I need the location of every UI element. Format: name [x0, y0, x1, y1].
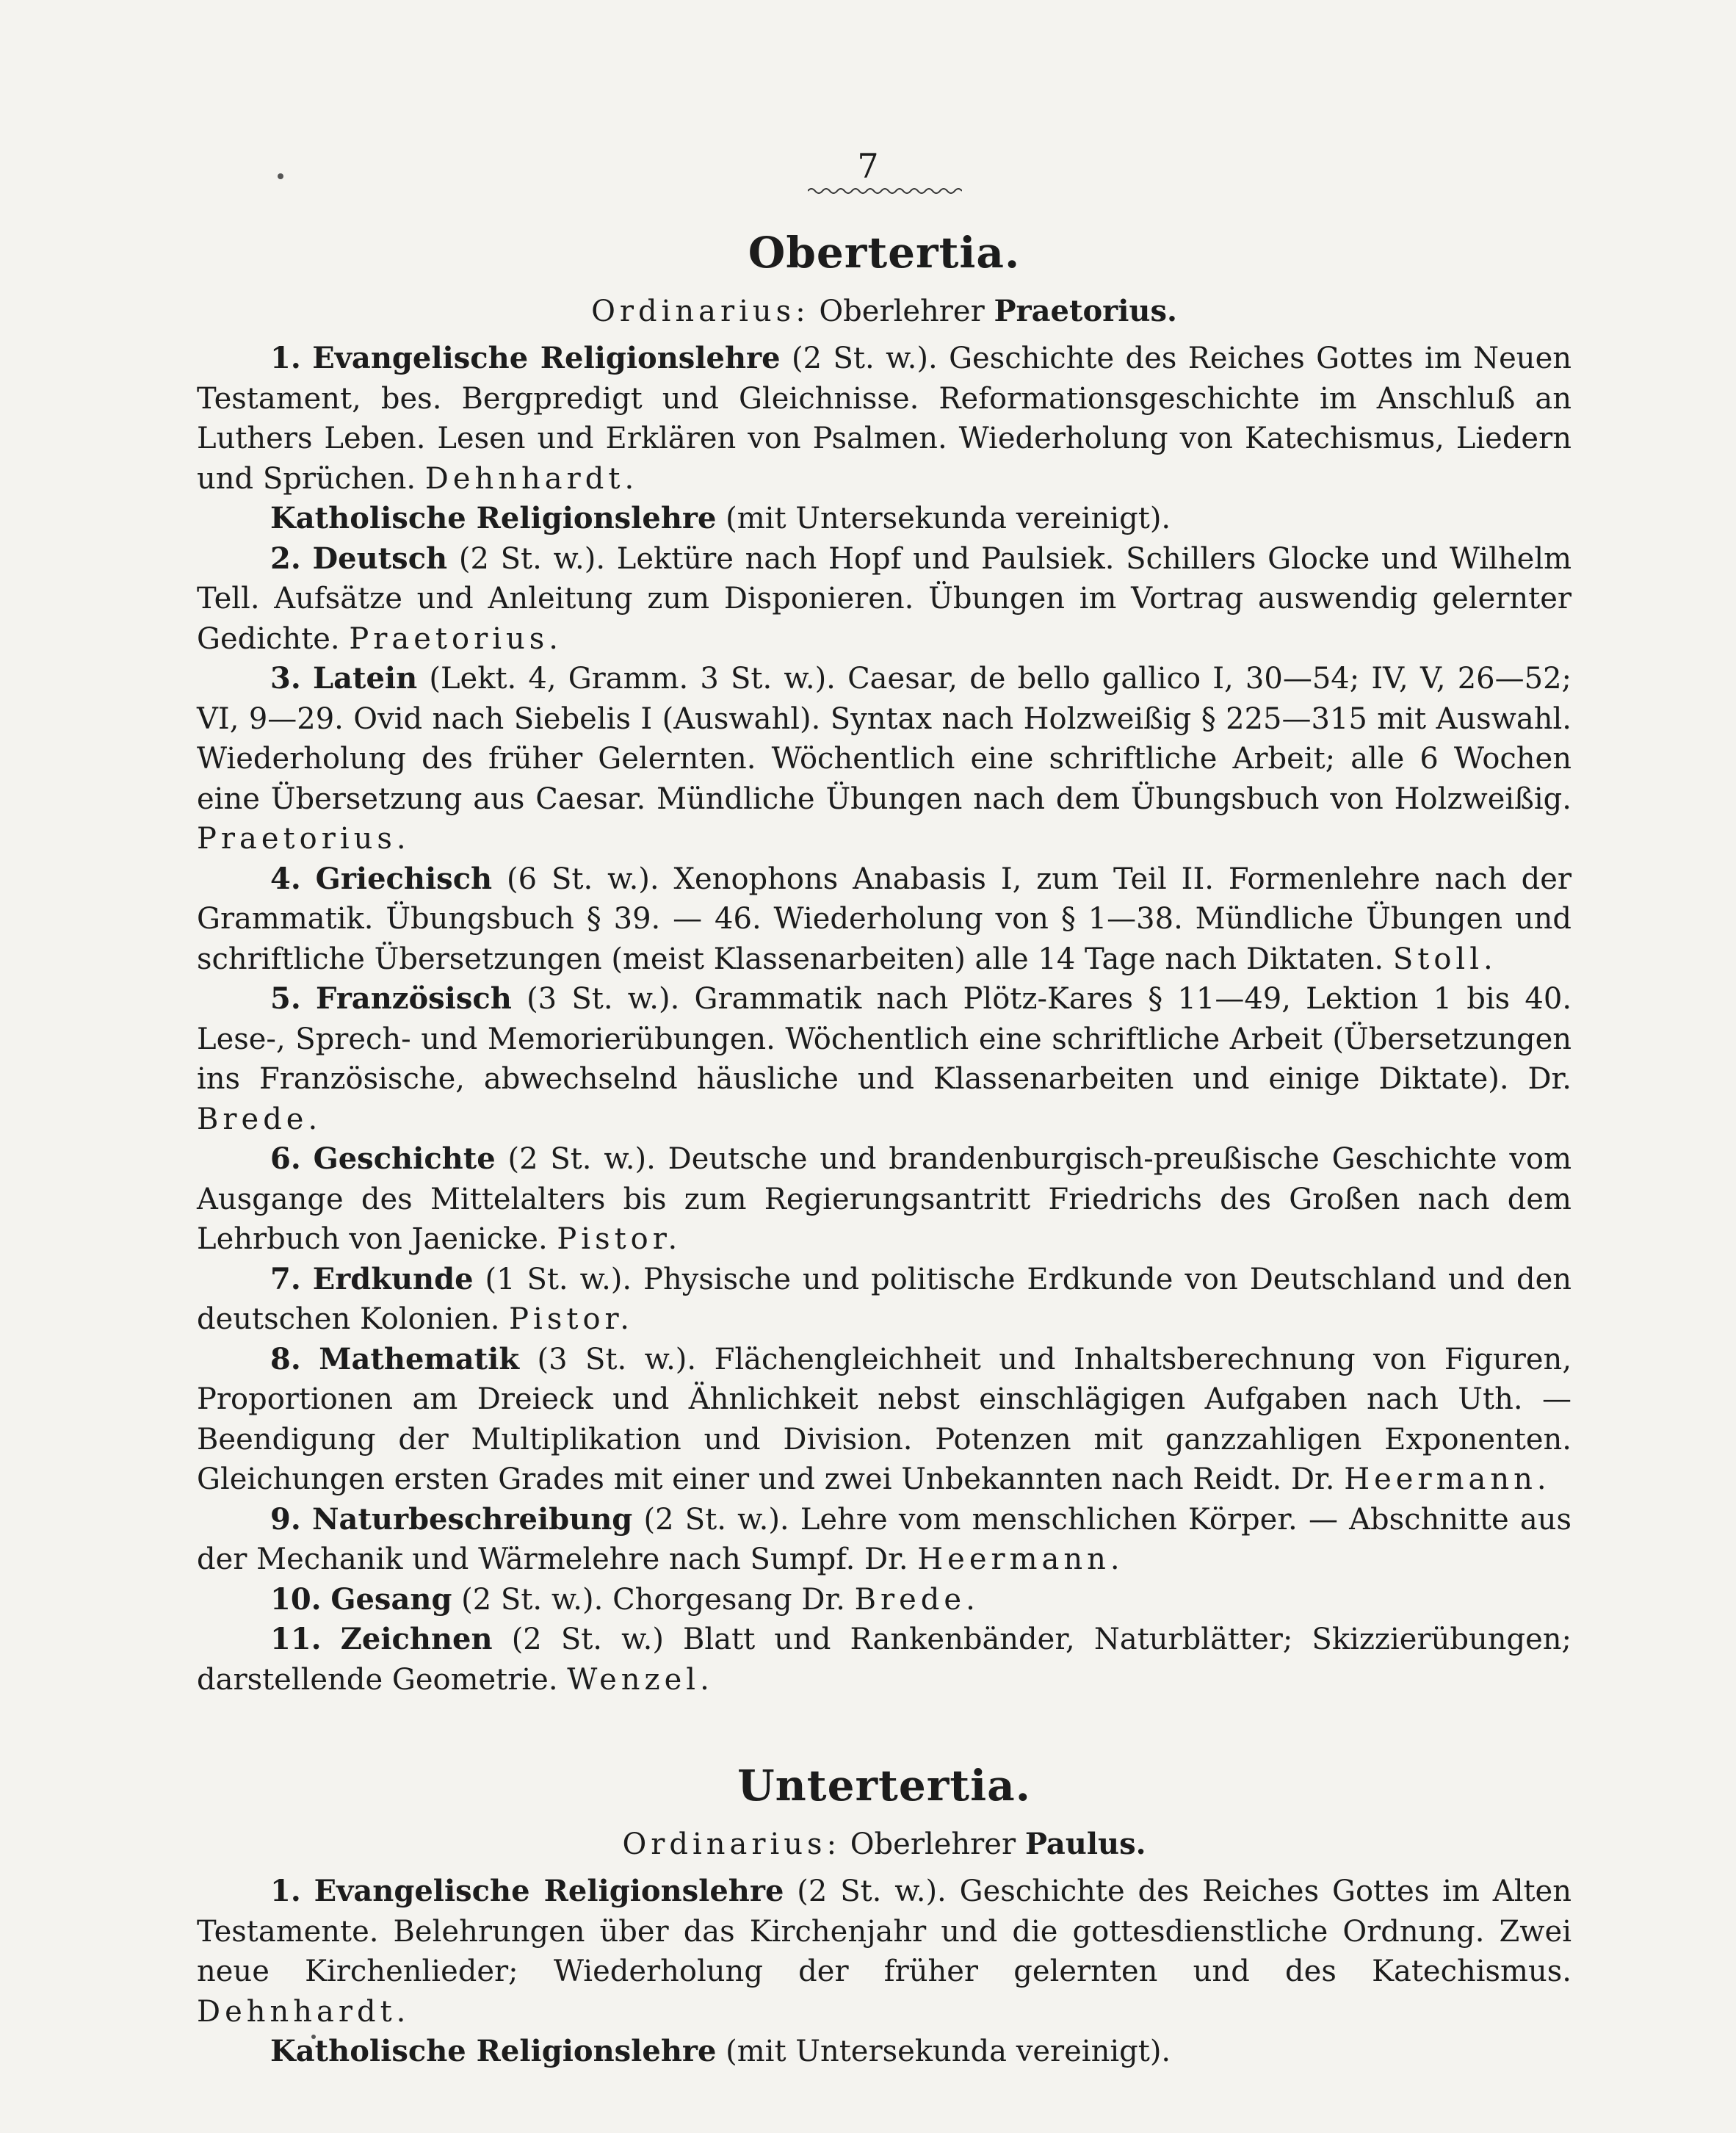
ordinarius-line	[197, 1825, 1572, 1864]
ordinarius-prefix: Oberlehrer	[819, 295, 985, 328]
subject-teacher: Heermann.	[1344, 1462, 1551, 1496]
subject-teacher: Wenzel.	[567, 1662, 714, 1697]
subject-name: Latein	[312, 661, 418, 696]
subject-text: Chorgesang Dr.	[612, 1582, 845, 1617]
section-spacer	[197, 1700, 1572, 1757]
subject-hours: (2 St. w.).	[507, 1142, 656, 1176]
subject-name: Französisch	[316, 981, 512, 1016]
subject-name: Erdkunde	[312, 1261, 474, 1296]
subject-item	[197, 1340, 1572, 1500]
subject-text: Xenophons Anabasis I, zum Teil II. Formenlehre nach der Grammatik. Übungsbuch § 39. — 46. Wiederholung von § 1—38. Mündliche Übungen und schriftliche Übersetzungen (meist Klassenarbeiten) alle 14 Tage nach Diktaten.	[197, 862, 1572, 976]
subject-teacher: Brede.	[197, 1102, 322, 1136]
subject-item	[197, 659, 1572, 859]
subject-name: Naturbeschreibung	[311, 1501, 633, 1537]
subject-number: 1.	[270, 1874, 301, 1908]
subject-number: 3.	[270, 661, 301, 696]
subject-hours: (Lekt. 4, Gramm. 3 St. w.).	[429, 662, 836, 696]
subject-hours: (6 St. w.).	[507, 862, 659, 896]
subject-name: Katholische Religionslehre	[270, 501, 717, 535]
page-number: 7	[857, 146, 879, 186]
ordinarius-name: Paulus.	[1024, 1827, 1146, 1861]
subject-item	[197, 499, 1572, 539]
subject-number: 9.	[270, 1501, 301, 1537]
section-untertertia	[197, 1757, 1572, 2072]
subject-hours: (2 St. w.).	[792, 342, 938, 375]
subject-teacher: Praetorius.	[349, 621, 563, 656]
subject-item	[197, 1620, 1572, 1700]
subject-text: Blatt und Rankenbänder, Naturblätter; Skizzierübungen; darstellende Geometrie.	[197, 1623, 1572, 1697]
stray-mark	[278, 173, 283, 179]
subject-name: Griechisch	[315, 861, 493, 896]
subject-item	[197, 2032, 1572, 2072]
subject-text: Lehre vom menschlichen Körper. — Abschnitte aus der Mechanik und Wärmelehre nach Sumpf. Dr.	[197, 1502, 1572, 1576]
subject-name: Gesang	[330, 1581, 452, 1617]
subject-item	[197, 979, 1572, 1139]
subject-hours: (1 St. w.).	[485, 1262, 632, 1296]
subject-hours: (3 St. w.).	[527, 982, 680, 1016]
subject-number: 4.	[270, 861, 301, 896]
subject-teacher: Stoll.	[1392, 942, 1497, 976]
subject-number: 11.	[270, 1622, 322, 1656]
subject-text: Lektüre nach Hopf und Paulsiek. Schillers Glocke und Wilhelm Tell. Aufsätze und Anleitung zum Disponieren. Übungen im Vortrag auswendig gelernter Gedichte.	[197, 541, 1572, 656]
subject-text: (mit Untersekunda vereinigt).	[726, 502, 1171, 535]
page-content	[197, 224, 1572, 2072]
ordinarius-name: Praetorius.	[994, 294, 1177, 328]
subject-teacher: Pistor.	[509, 1302, 634, 1336]
subject-hours: (3 St. w.).	[537, 1342, 697, 1376]
subject-hours: (2 St. w.).	[458, 541, 606, 576]
subject-item	[197, 859, 1572, 980]
subject-number: 7.	[270, 1261, 301, 1296]
section-obertertia	[197, 224, 1572, 1700]
subject-name: Evangelische Religionslehre	[312, 341, 781, 375]
subject-teacher: Dehnhardt.	[197, 1994, 411, 2029]
subject-item	[197, 1872, 1572, 2032]
subject-item	[197, 1500, 1572, 1580]
subject-name: Evangelische Religionslehre	[314, 1874, 784, 1908]
subject-teacher: Praetorius.	[197, 822, 411, 856]
subject-item	[197, 339, 1572, 499]
subject-text: Geschichte des Reiches Gottes im Alten Testamente. Belehrungen über das Kirchenjahr und die gottesdienstliche Ordnung. Zwei neue Kirchenlieder; Wiederholung der früher gelernten und des Katechismus.	[197, 1874, 1572, 1988]
subject-item	[197, 1260, 1572, 1340]
subject-teacher: Dehnhardt.	[424, 461, 639, 496]
subject-number: 8.	[270, 1341, 301, 1376]
subject-text: Flächengleichheit und Inhaltsberechnung von Figuren, Proportionen am Dreieck und Ähnlichkeit nebst einschlägigen Aufgaben nach Uth. — Beendigung der Multiplikation und Division. Potenzen mit ganzzahligen Exponenten. Gleichungen ersten Grades mit einer und zwei Unbekannten nach Reidt. Dr.	[197, 1342, 1572, 1496]
subject-text: (mit Untersekunda vereinigt).	[726, 2035, 1171, 2068]
subject-hours: (2 St. w.).	[643, 1502, 789, 1537]
subject-name: Katholische Religionslehre	[270, 2034, 717, 2068]
subject-text: Caesar, de bello gallico I, 30—54; IV, V, 26—52; VI, 9—29. Ovid nach Siebelis I (Auswahl). Syntax nach Holzweißig § 225—315 mit Auswahl. Wiederholung des früher Gelernten. Wöchentlich eine schriftliche Arbeit; alle 6 Wochen eine Übersetzung aus Caesar. Mündliche Übungen nach dem Übungsbuch von Holzweißig.	[197, 662, 1572, 816]
subject-name: Zeichnen	[340, 1622, 493, 1656]
section-title: Obertertia.	[748, 228, 1021, 278]
subject-teacher: Heermann.	[917, 1542, 1124, 1576]
subject-text: Grammatik nach Plötz-Kares § 11—49, Lektion 1 bis 40. Lese-, Sprech- und Memorierübungen. Wöchentlich eine schriftliche Arbeit (Übersetzungen ins Französische, abwechselnd häusliche und Klassenarbeiten und einige Diktate). Dr.	[197, 982, 1572, 1096]
subject-text: Geschichte des Reiches Gottes im Neuen Testament, bes. Bergpredigt und Gleichnisse. Reformationsgeschichte im Anschluß an Luthers Leben. Lesen und Erklären von Psalmen. Wiederholung von Katechismus, Liedern und Sprüchen.	[197, 342, 1572, 496]
subject-teacher: Brede.	[854, 1582, 980, 1617]
subject-item	[197, 1580, 1572, 1620]
ordinarius-label: Ordinarius:	[622, 1827, 842, 1861]
subject-hours: (2 St. w.)	[511, 1623, 664, 1656]
subject-name: Geschichte	[313, 1141, 496, 1176]
subject-teacher: Pistor.	[557, 1222, 682, 1256]
ordinarius-label: Ordinarius:	[591, 295, 810, 328]
ordinarius-line	[197, 292, 1572, 331]
page-number-ornament	[808, 185, 962, 197]
subject-number: 5.	[270, 981, 301, 1016]
subject-name: Mathematik	[319, 1341, 520, 1376]
subject-name: Deutsch	[312, 541, 448, 576]
ordinarius-prefix: Oberlehrer	[850, 1827, 1016, 1861]
subject-number: 1.	[270, 341, 301, 375]
section-title: Untertertia.	[737, 1761, 1031, 1811]
subject-item	[197, 1139, 1572, 1260]
subject-item	[197, 539, 1572, 660]
subject-number: 2.	[270, 541, 301, 576]
subject-number: 10.	[270, 1581, 322, 1617]
subject-number: 6.	[270, 1141, 301, 1176]
subject-text: Deutsche und brandenburgisch-preußische Geschichte vom Ausgange des Mittelalters bis zum Regierungsantritt Friedrichs des Großen nach dem Lehrbuch von Jaenicke.	[197, 1142, 1572, 1256]
subject-hours: (2 St. w.).	[461, 1582, 604, 1617]
subject-text: Physische und politische Erdkunde von Deutschland und den deutschen Kolonien.	[197, 1262, 1572, 1336]
subject-hours: (2 St. w.).	[797, 1874, 947, 1908]
